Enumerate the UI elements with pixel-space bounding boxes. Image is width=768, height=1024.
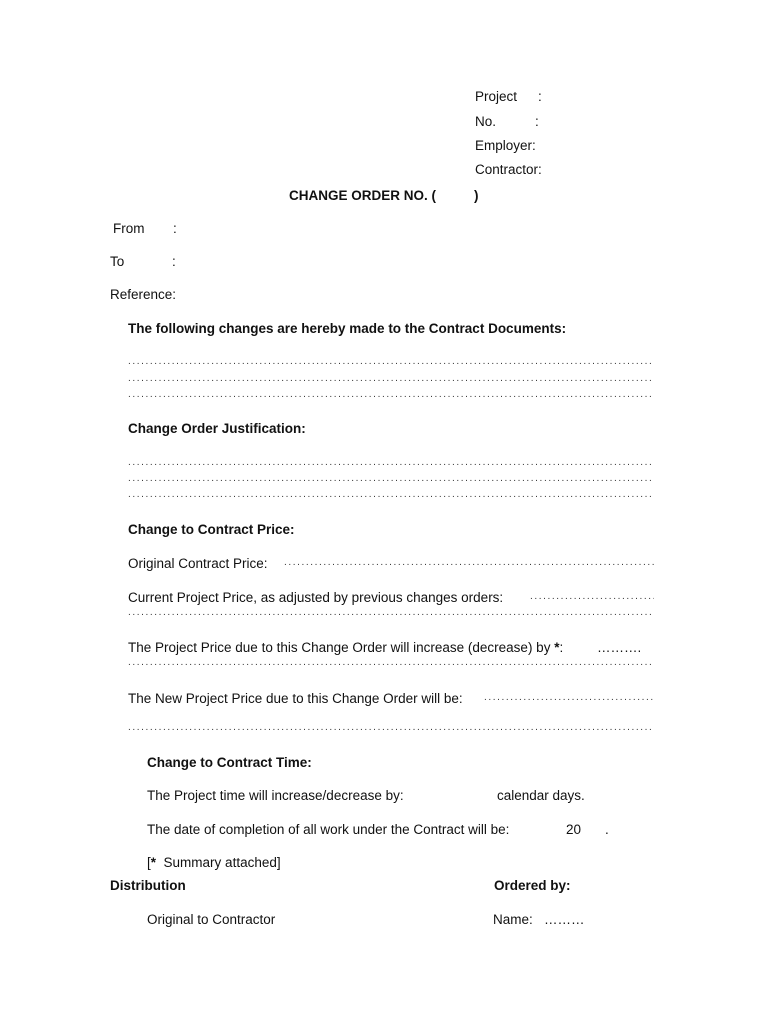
document-title: CHANGE ORDER NO. ( bbox=[289, 188, 437, 203]
original-price-line bbox=[284, 557, 654, 569]
document-title-close: ) bbox=[474, 188, 479, 203]
current-price-line-2 bbox=[128, 607, 654, 619]
project-label: Project bbox=[475, 89, 518, 104]
from-label: From bbox=[113, 221, 145, 236]
original-price-label: Original Contract Price: bbox=[128, 556, 268, 571]
from-colon: : bbox=[173, 221, 177, 236]
new-price-label: The New Project Price due to this Change Order will be: bbox=[128, 691, 463, 706]
to-label: To bbox=[110, 254, 125, 269]
reference-label: Reference: bbox=[110, 287, 177, 302]
contractor-label: Contractor: bbox=[475, 162, 542, 177]
calendar-days-label: calendar days. bbox=[497, 788, 585, 803]
price-heading: Change to Contract Price: bbox=[128, 522, 295, 537]
ordered-by-heading: Ordered by: bbox=[494, 878, 571, 893]
distribution-heading: Distribution bbox=[110, 878, 186, 893]
changes-line-2 bbox=[128, 373, 654, 385]
current-price-label: Current Project Price, as adjusted by previous changes orders: bbox=[128, 590, 504, 605]
name-label: Name: bbox=[493, 912, 533, 927]
project-colon: : bbox=[538, 89, 542, 104]
original-to-contractor: Original to Contractor bbox=[147, 912, 276, 927]
completion-date-label: The date of completion of all work under the Contract will be: bbox=[147, 822, 510, 837]
price-due-dots: ………. bbox=[597, 640, 642, 655]
completion-year-prefix: 20 bbox=[566, 822, 582, 837]
name-dots: ……… bbox=[544, 912, 585, 927]
changes-line-1 bbox=[128, 356, 654, 368]
to-colon: : bbox=[172, 254, 176, 269]
no-label: No. bbox=[475, 114, 497, 129]
completion-period: . bbox=[605, 822, 609, 837]
justification-line-1 bbox=[128, 457, 654, 469]
time-increase-label: The Project time will increase/decrease by: bbox=[147, 788, 404, 803]
no-colon: : bbox=[535, 114, 539, 129]
new-price-line-2 bbox=[128, 722, 654, 734]
time-heading: Change to Contract Time: bbox=[147, 755, 312, 770]
changes-heading: The following changes are hereby made to the Contract Documents: bbox=[128, 321, 567, 336]
changes-line-3 bbox=[128, 389, 654, 401]
justification-line-2 bbox=[128, 473, 654, 485]
new-price-line-1 bbox=[484, 692, 654, 704]
justification-heading: Change Order Justification: bbox=[128, 421, 306, 436]
current-price-line-1 bbox=[530, 591, 654, 603]
summary-attached: [* Summary attached] bbox=[147, 855, 281, 870]
price-due-label: The Project Price due to this Change Order will increase (decrease) by *: bbox=[128, 640, 564, 655]
employer-label: Employer: bbox=[475, 138, 536, 153]
price-due-line bbox=[128, 657, 654, 669]
justification-line-3 bbox=[128, 489, 654, 501]
